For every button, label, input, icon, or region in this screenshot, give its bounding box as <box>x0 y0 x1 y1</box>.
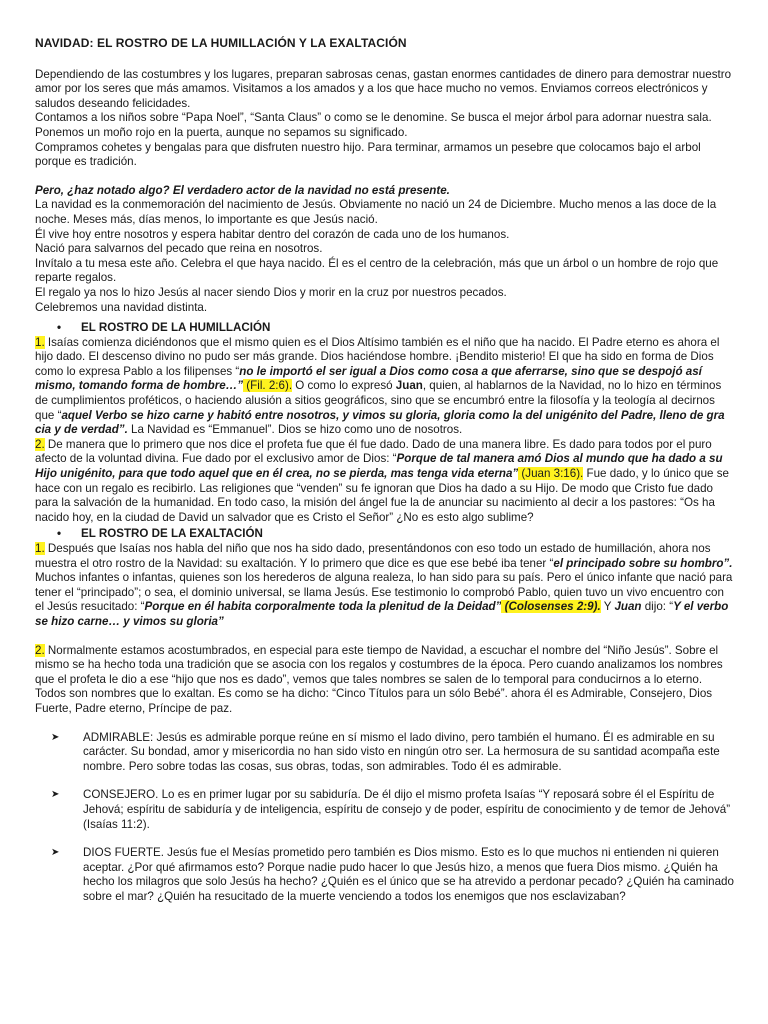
exaltation-point-2 <box>35 644 735 717</box>
point-text: Fue dado, y lo único que se hace con un regalo es recibirlo. Las religiones que “venden” su fe ignoran que Dios ha dado a su Hijo. De modo que Cristo fue dado para la salvación de la humanidad. En todo caso, la misión del ángel fue la de anunciar su nacimiento al decir a los pastores: “Os ha nacido hoy, en la ciudad de David un salvador que es Cristo el Señor” ¿No es esto algo sublime? <box>35 467 729 524</box>
scripture-reference: (Juan 3:16). <box>518 467 584 481</box>
scripture-quote: Porque en él habita corporalmente toda la plenitud de la Deidad” <box>144 600 502 614</box>
arrow-bullet-icon: ➤ <box>51 789 60 801</box>
document-title: NAVIDAD: EL ROSTRO DE LA HUMILLACIÓN Y LA EXALTACIÓN <box>35 36 407 50</box>
point-text: La Navidad es “Emmanuel”. Dios se hizo como uno de nosotros. <box>127 423 463 437</box>
title-text: CONSEJERO. Lo es en primer lugar por su sabiduría. De él dijo el mismo profeta Isaías “Y reposará sobre él el Espíritu de Jehová; espíritu de sabiduría y de inteligencia, espíritu de consejo y de poder, espíritu de conocimiento y de temor de Jehová” (Isaías 11:2). <box>83 788 731 831</box>
intro-paragraph-3: Compramos cohetes y bengalas para que disfruten nuestro hijo. Para terminar, armamos un pesebre que colocamos bajo el arbol porque es tradición. <box>35 140 701 169</box>
section-humiliation-heading <box>35 321 735 336</box>
point-number: 2. <box>35 437 45 451</box>
spacer <box>35 717 735 731</box>
point-number: 1. <box>35 335 45 349</box>
point-text: De manera que lo primero que nos dice el profeta fue que él fue dado. Dado de una manera libre. Es dado para todos por el puro afecto de la voluntad divina. Fue dado por el exclusivo amor de Dios: “ <box>35 437 712 466</box>
section-heading-text: EL ROSTRO DE LA HUMILLACIÓN <box>81 321 271 335</box>
scripture-quote: aquel Verbo se hizo carne y habitó entre nosotros, y vimos su gloria, gloria como la del unigénito del Padre, lleno de gra cia y de verdad”. <box>35 408 725 437</box>
body-line-1: La navidad es la conmemoración del nacimiento de Jesús. Obviamente no nació un 24 de Diciembre. Mucho menos a las doce de la noche. Meses más, días menos, lo importante es que Jesús nació. <box>35 198 717 226</box>
body-line-5: El regalo ya nos lo hizo Jesús al nacer siendo Dios y morir en la cruz por nuestros pecados. <box>35 285 507 299</box>
bullet-icon: • <box>57 527 62 541</box>
title-dios-fuerte <box>35 846 735 904</box>
intro-paragraph-2: Contamos a los niños sobre “Papa Noel”, “Santa Claus” o como se le denomine. Se busca el mejor árbol para adornar nuestra sala. Ponemos un moño rojo en la puerta, aunque no sepamos su significado. <box>35 111 712 139</box>
section-heading-text: EL ROSTRO DE LA EXALTACIÓN <box>81 527 263 541</box>
point-number: 2. <box>35 643 45 657</box>
scripture-quote: no le importó el ser igual a Dios como cosa a que aferrarse, sino que se despojó así mismo, tomando forma de hombre…” <box>35 364 702 393</box>
intro-paragraph-1: Dependiendo de las costumbres y los lugares, preparan sabrosas cenas, gastan enormes cantidades de dinero para demostrar nuestro amor por los seres que más amamos. Visitamos a los amados y a los que hace mucho no vemos. Enviamos correos electrónicos y saludos deseando felicidades. <box>35 67 732 110</box>
arrow-bullet-icon: ➤ <box>51 731 60 743</box>
spacer <box>35 170 735 184</box>
humiliation-point-1 <box>35 336 735 438</box>
point-text: O como lo expresó <box>292 379 396 393</box>
document-page <box>35 36 735 904</box>
title-consejero <box>35 788 735 832</box>
body-line-6: Celebremos una navidad distinta. <box>35 300 208 314</box>
author-name: Juan <box>395 379 423 393</box>
key-question: Pero, ¿haz notado algo? El verdadero actor de la navidad no está presente. <box>35 183 450 197</box>
point-text: Después que Isaías nos habla del niño que nos ha sido dado, presentándonos con eso todo un estado de humillación, ahora nos muestra el otro rostro de la Navidad: su exaltación. Y lo primero que dice es que ese bebé iba tener “ <box>35 542 711 570</box>
point-text: Muchos infantes o infantas, quienes son los herederos de alguna realeza, lo han sido para su país. Pero el único infante que nació para tener el “principado”; o sea, el dominio universal, se llama Jesús. Ese testimonio lo comprobó Pablo, quien tuvo un vivo encuentro con el Jesús resucitado: “ <box>35 571 733 614</box>
exaltation-point-1 <box>35 542 735 630</box>
point-text: dijo: “ <box>641 600 674 614</box>
spacer <box>35 630 735 644</box>
section-exaltation-heading <box>35 527 735 542</box>
title-text: DIOS FUERTE. Jesús fue el Mesías prometido pero también es Dios mismo. Esto es lo que muchos ni entienden ni quieren aceptar. ¿Por qué afirmamos esto? Porque nadie pudo hacer lo que Jesús hizo, a menos que fuera Dios mismo. ¿Quién ha hecho los milagros que solo Jesús ha hecho? ¿Quién es el único que se ha atrevido a perdonar pecado? ¿Quién ha caminado sobre el mar? ¿Quién ha resucitado de la muerte venciendo a todos los enemigos que nos esclavizaban? <box>83 846 734 903</box>
bullet-icon: • <box>57 321 62 335</box>
scripture-quote: Porque de tal manera amó Dios al mundo que ha dado a su Hijo unigénito, para que todo aquel que en él crea, no se pierda, mas tenga vida eterna” <box>35 452 723 481</box>
title-admirable <box>35 731 735 775</box>
humiliation-point-2 <box>35 438 735 526</box>
arrow-bullet-icon: ➤ <box>51 847 60 859</box>
title-text: ADMIRABLE: Jesús es admirable porque reúne en sí mismo el lado divino, pero también el humano. Él es admirable en su carácter. Su bondad, amor y misericordia no han sido visto en ningún otro ser. La hermosura de su santidad acompaña este nombre. Pero sobre todas las cosas, sus obras, todas, son admirables. Todo él es admirable. <box>83 730 720 773</box>
body-line-2: Él vive hoy entre nosotros y espera habitar dentro del corazón de cada uno de los humanos. <box>35 227 510 241</box>
scripture-reference: (Colosenses 2:9). <box>501 600 601 614</box>
scripture-reference: (Fil. 2:6). <box>243 379 293 393</box>
author-name: Juan <box>614 600 642 614</box>
point-text: Normalmente estamos acostumbrados, en especial para este tiempo de Navidad, a escuchar el nombre del “Niño Jesús”. Sobre el mismo se ha hecho toda una tradición que se asocia con los regalos y costumbres de la época. Pero cuando analizamos los nombres que el profeta le dio a ese “hijo que nos es dado”, vemos que tales nombres se salen de lo temporal para conducirnos a lo eterno. Todos son nombres que lo exaltan. Es como se ha dicho: “Cinco Títulos para un sólo Bebé”. ahora él es Admirable, Consejero, Dios Fuerte, Padre eterno, Príncipe de paz. <box>35 643 723 715</box>
scripture-quote: Y el verbo se hizo carne… y vimos su gloria” <box>35 600 729 628</box>
scripture-quote: el principado sobre su hombro”. <box>553 556 733 570</box>
body-line-4: Invítalo a tu mesa este año. Celebra el que haya nacido. Él es el centro de la celebración, más que un árbol o un hombre de rojo que reparte regalos. <box>35 256 719 285</box>
body-line-3: Nació para salvarnos del pecado que reina en nosotros. <box>35 242 323 256</box>
spacer <box>35 832 735 846</box>
point-text: , quien, al hablarnos de la Navidad, no lo hizo en términos de cumplimientos proféticos, o haciendo alusión a sitios geográficos, sino que se encumbró entre la filosofía y la teología al decirnos que “ <box>35 379 722 422</box>
point-number: 1. <box>35 542 45 555</box>
point-text: Y <box>600 600 615 614</box>
spacer <box>35 774 735 788</box>
point-text: Isaías comienza diciéndonos que el mismo quien es el Dios Altísimo también es el niño que ha nacido. El Padre eterno es ahora el hijo dado. El descenso divino no pudo ser más grande. Dios haciéndose hombre. ¡Bendito misterio! El que ha sido en forma de Dios como lo expresa Pablo a los filipenses “ <box>35 335 720 378</box>
